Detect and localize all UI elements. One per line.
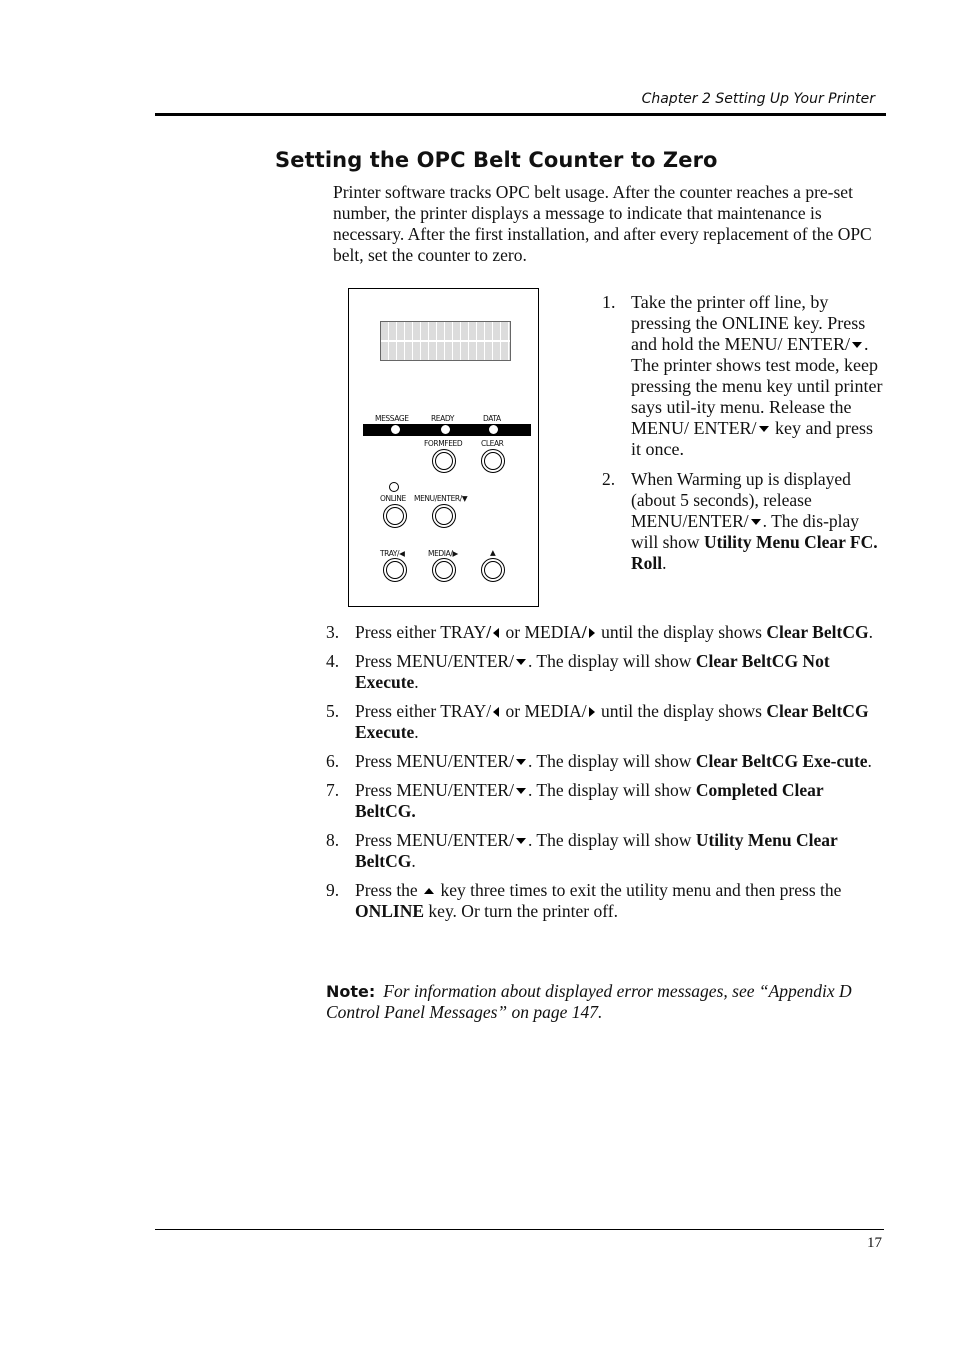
message-led [391,425,400,434]
down-arrow-icon [751,519,761,525]
intro-paragraph: Printer software tracks OPC belt usage. After the counter reaches a pre-set number, the printer displays a message to indicate that maintenance is necessary. After the first installation, and after every replacement of the OPC belt, set the counter to zero. [333,182,872,265]
steps-list-lower [326,622,886,930]
footer-rule [155,1229,884,1230]
note [326,981,884,1023]
step-6: 6. Press MENU/ENTER/ . The display will show Clear BeltCG Exe-cute. [326,751,872,771]
panel-label-menu-enter: MENU/ENTER/▼ [414,494,468,503]
note-label: Note: [326,982,376,1001]
step-2: 2. When Warming up is displayed (about 5 seconds), release MENU/ENTER/ . The dis-play will show Utility Menu Clear FC. Roll. [602,469,878,573]
panel-label-message: MESSAGE [375,414,409,423]
panel-label-clear: CLEAR [481,439,504,448]
panel-label-tray: TRAY/◀ [380,549,405,558]
online-button [383,504,407,528]
menu-enter-button [432,504,456,528]
media-button [432,558,456,582]
header-rule [155,113,886,116]
down-arrow-icon [759,426,769,432]
up-arrow-icon [424,888,434,894]
formfeed-button [432,449,456,473]
online-led [389,482,399,492]
panel-label-online: ONLINE [380,494,406,503]
left-arrow-icon [493,628,499,638]
step-3: 3. Press either TRAY/ or MEDIA/ until the display shows Clear BeltCG. [326,622,873,642]
down-arrow-icon [516,759,526,765]
panel-label-formfeed: FORMFEED [424,439,463,448]
data-led [489,425,498,434]
panel-label-up: ▲ [490,548,496,557]
note-text: For information about displayed error messages, see “Appendix D Control Panel Messages” on page 147. [326,981,852,1022]
steps-list-upper [602,292,885,574]
down-arrow-icon [516,659,526,665]
up-button [481,558,505,582]
lcd-display [380,321,511,361]
down-arrow-icon [516,788,526,794]
step-8: 8. Press MENU/ENTER/ . The display will show Utility Menu Clear BeltCG. [326,830,838,871]
page-number: 17 [867,1235,882,1251]
step-5: 5. Press either TRAY/ or MEDIA/ until the display shows Clear BeltCG Execute. [326,701,869,742]
step-4: 4. Press MENU/ENTER/ . The display will show Clear BeltCG Not Execute. [326,651,830,692]
tray-button [383,558,407,582]
step-7: 7. Press MENU/ENTER/ . The display will show Completed Clear BeltCG. [326,780,824,821]
running-header: Chapter 2 Setting Up Your Printer [641,91,875,107]
step-9: 9. Press the key three times to exit the utility menu and then press the ONLINE key. Or turn the printer off. [326,880,842,921]
step-1: 1. Take the printer off line, by pressing the ONLINE key. Press and hold the MENU/ ENTER/ . The printer shows test mode, keep pressing the menu key until printer says util-ity menu. Release the MENU/ ENTER/ key and press it once. [602,292,883,459]
clear-button [481,449,505,473]
panel-label-media: MEDIA/▶ [428,549,458,558]
right-arrow-icon [589,707,595,717]
panel-label-data: DATA [483,414,501,423]
down-arrow-icon [852,342,862,348]
ready-led [441,425,450,434]
right-arrow-icon [589,628,595,638]
down-arrow-icon [516,838,526,844]
control-panel-illustration [348,288,539,607]
section-title: Setting the OPC Belt Counter to Zero [275,148,718,172]
left-arrow-icon [493,707,499,717]
panel-label-ready: READY [431,414,455,423]
